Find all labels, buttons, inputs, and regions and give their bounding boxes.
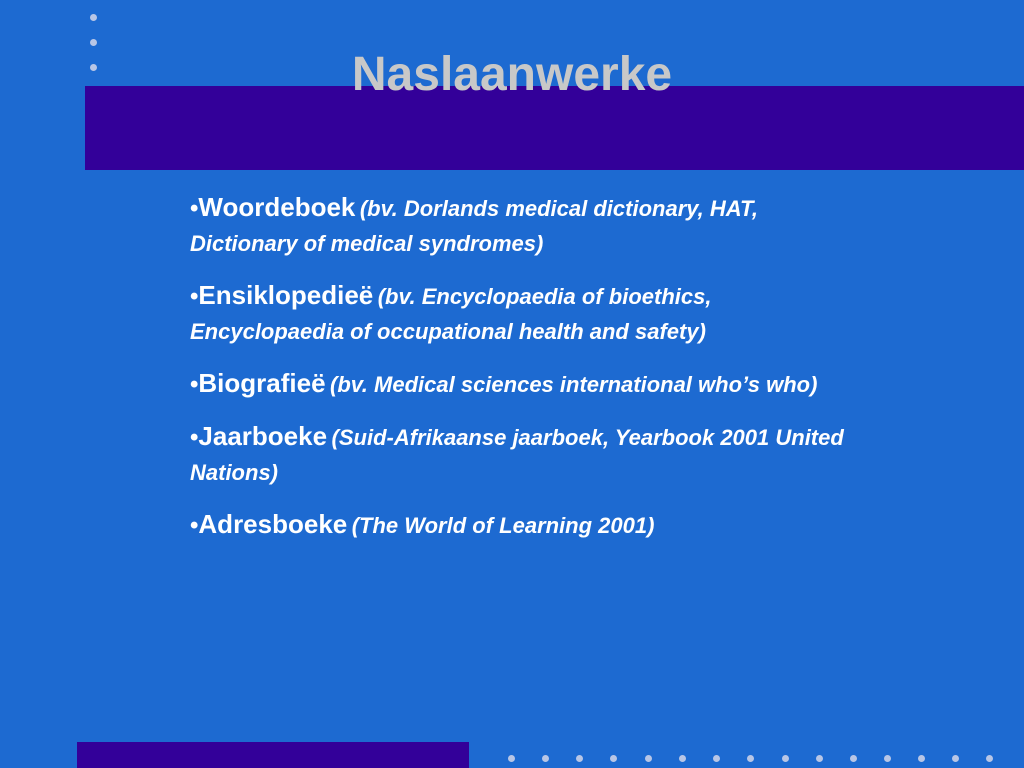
decorative-dot bbox=[542, 755, 549, 762]
bullet-marker: • bbox=[190, 371, 199, 398]
item-term: Ensiklopedieë bbox=[198, 280, 374, 310]
decorative-dot bbox=[508, 755, 515, 762]
decorative-dot bbox=[679, 755, 686, 762]
list-item bbox=[190, 279, 850, 351]
item-example: (bv. Encyclopaedia of bioethics, Encyclopaedia of occupational health and safety) bbox=[190, 284, 712, 344]
decorative-dot bbox=[576, 755, 583, 762]
item-term: Adresboeke bbox=[198, 509, 348, 539]
bullet-marker: • bbox=[190, 195, 199, 222]
item-term: Jaarboeke bbox=[198, 421, 328, 451]
item-example: (bv. Medical sciences international who’s who) bbox=[330, 372, 818, 397]
decorative-dot bbox=[782, 755, 789, 762]
decorative-dot bbox=[884, 755, 891, 762]
decorative-dot bbox=[610, 755, 617, 762]
item-term: Woordeboek bbox=[198, 192, 356, 222]
slide-title: Naslaanwerke bbox=[351, 48, 673, 101]
decorative-dot bbox=[747, 755, 754, 762]
decorative-dot bbox=[918, 755, 925, 762]
list-item bbox=[190, 420, 850, 492]
item-example: (The World of Learning 2001) bbox=[351, 513, 655, 538]
bottom-bar bbox=[77, 742, 469, 768]
item-example: (bv. Dorlands medical dictionary, HAT, Dictionary of medical syndromes) bbox=[190, 196, 758, 256]
decorative-dot bbox=[850, 755, 857, 762]
list-item bbox=[190, 367, 850, 404]
decorative-dot bbox=[816, 755, 823, 762]
bullet-marker: • bbox=[190, 512, 199, 539]
list-item bbox=[190, 508, 850, 545]
item-example: (Suid-Afrikaanse jaarboek, Yearbook 2001 United Nations) bbox=[190, 425, 844, 485]
decorative-dot bbox=[645, 755, 652, 762]
bullet-marker: • bbox=[190, 283, 199, 310]
list-item bbox=[190, 191, 850, 263]
bullet-list bbox=[190, 191, 850, 561]
decorative-dot bbox=[90, 14, 97, 21]
item-term: Biografieë bbox=[198, 368, 326, 398]
decorative-dot bbox=[952, 755, 959, 762]
decorative-dot bbox=[713, 755, 720, 762]
bullet-marker: • bbox=[190, 424, 199, 451]
decorative-dot bbox=[986, 755, 993, 762]
